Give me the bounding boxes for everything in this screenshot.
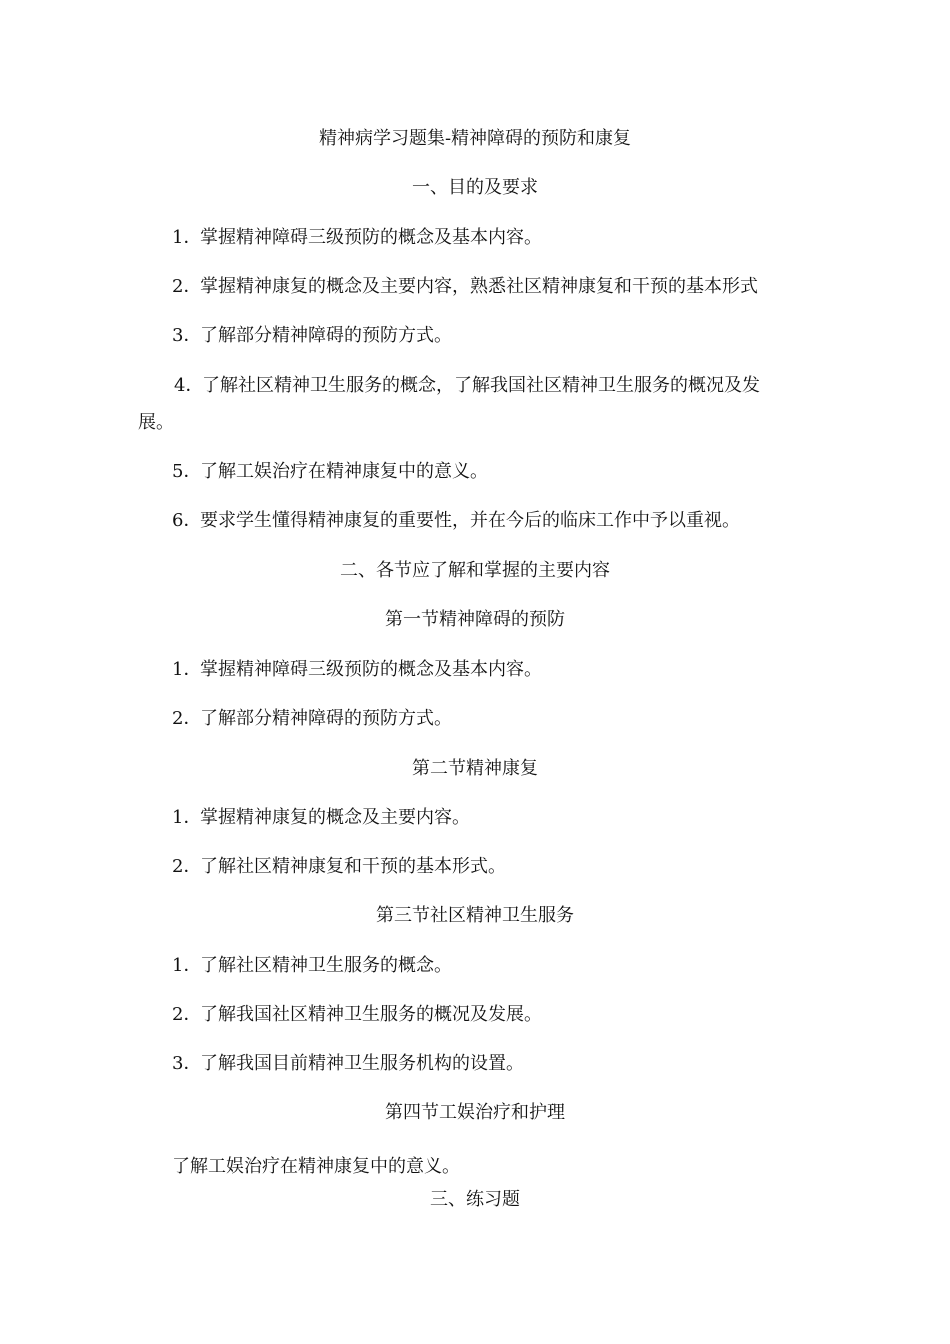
objective-item [172, 324, 452, 348]
item-text: 了解部分精神障碍的预防方式。 [200, 325, 452, 346]
item-text: 了解工娱治疗在精神康复中的意义。 [200, 461, 488, 482]
item-number: 2． [172, 276, 202, 297]
item-text: 了解社区精神康复和干预的基本形式。 [200, 856, 506, 877]
item-number: 6． [172, 510, 202, 531]
section-heading-objectives: 一、目的及要求 [412, 177, 538, 198]
objective-item [172, 226, 542, 250]
item-number: 1． [172, 659, 202, 680]
content-item [172, 954, 452, 978]
item-number: 3． [172, 325, 202, 346]
content-paragraph: 了解工娱治疗在精神康复中的意义。 [172, 1156, 460, 1177]
objective-item-continuation: 展。 [138, 412, 174, 433]
item-number: 1． [172, 955, 202, 976]
item-text: 要求学生懂得精神康复的重要性，并在今后的临床工作中予以重视。 [200, 510, 740, 531]
item-text: 了解我国目前精神卫生服务机构的设置。 [200, 1053, 524, 1074]
content-item [172, 1052, 524, 1076]
objective-item [174, 374, 760, 398]
content-item [172, 707, 452, 731]
objective-item [172, 509, 740, 533]
subsection-heading-occupational-therapy: 第四节工娱治疗和护理 [385, 1102, 565, 1123]
objective-item [172, 275, 758, 299]
subsection-heading-rehabilitation: 第二节精神康复 [412, 758, 538, 779]
item-number: 5． [172, 461, 202, 482]
subsection-heading-prevention: 第一节精神障碍的预防 [385, 609, 565, 630]
item-number: 2． [172, 856, 202, 877]
item-text: 了解社区精神卫生服务的概念。 [200, 955, 452, 976]
item-number: 1． [172, 807, 202, 828]
item-number: 2． [172, 1004, 202, 1025]
item-number: 4． [174, 375, 204, 396]
content-item [172, 806, 470, 830]
section-heading-exercises: 三、练习题 [430, 1189, 520, 1210]
item-number: 1． [172, 227, 202, 248]
content-item [172, 658, 542, 682]
item-text: 掌握精神康复的概念及主要内容，熟悉社区精神康复和干预的基本形式 [200, 276, 758, 297]
item-number: 3． [172, 1053, 202, 1074]
item-text: 了解社区精神卫生服务的概念，了解我国社区精神卫生服务的概况及发 [202, 375, 760, 396]
objective-item [172, 460, 488, 484]
section-heading-contents: 二、各节应了解和掌握的主要内容 [340, 560, 610, 581]
content-item [172, 855, 506, 879]
item-text: 掌握精神障碍三级预防的概念及基本内容。 [200, 227, 542, 248]
content-item [172, 1003, 542, 1027]
document-title: 精神病学习题集-精神障碍的预防和康复 [318, 128, 632, 149]
subsection-heading-community-service: 第三节社区精神卫生服务 [376, 905, 574, 926]
item-number: 2． [172, 708, 202, 729]
item-text: 了解我国社区精神卫生服务的概况及发展。 [200, 1004, 542, 1025]
item-text: 掌握精神障碍三级预防的概念及基本内容。 [200, 659, 542, 680]
item-text: 掌握精神康复的概念及主要内容。 [200, 807, 470, 828]
item-text: 了解部分精神障碍的预防方式。 [200, 708, 452, 729]
